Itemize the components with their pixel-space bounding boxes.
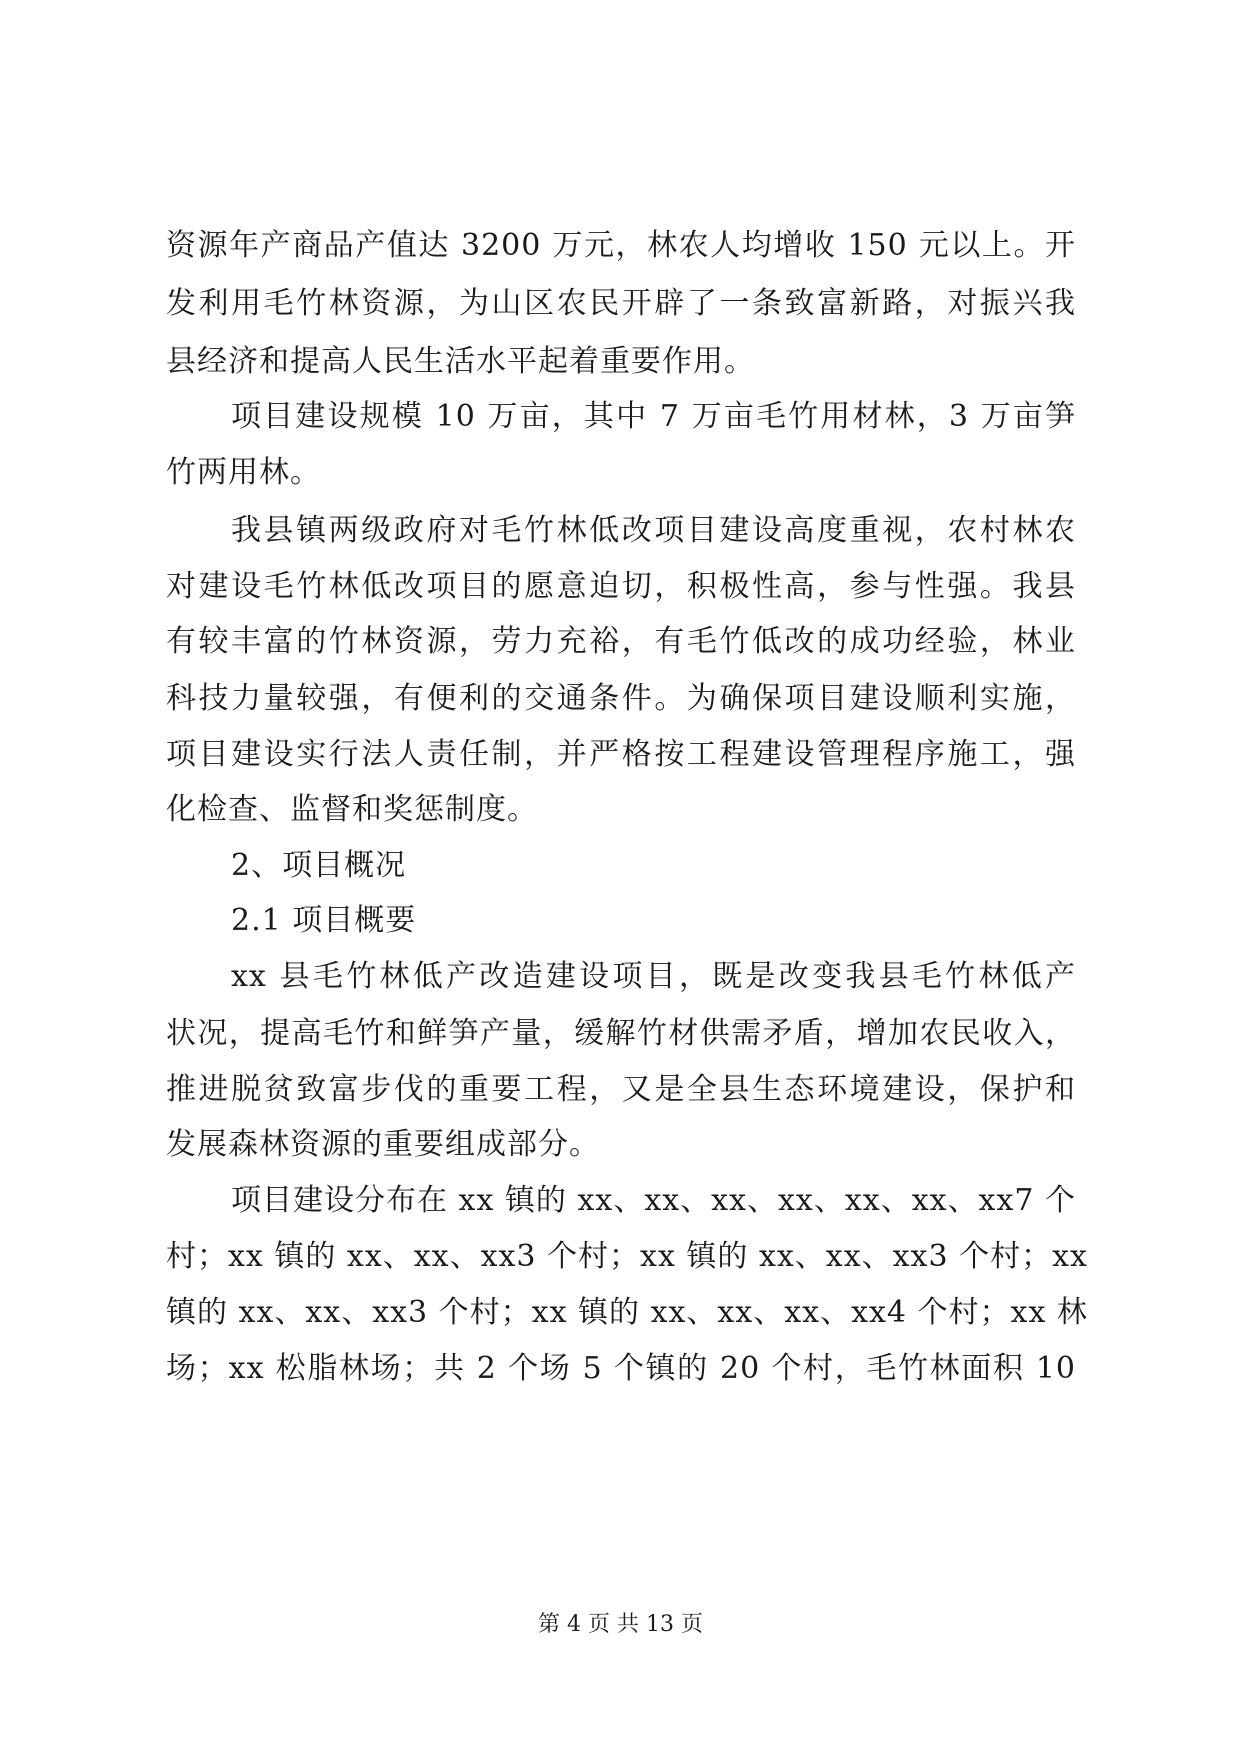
- text-line: 对建设毛竹林低改项目的愿意迫切，积极性高，参与性强。我县: [166, 569, 1076, 604]
- text-line: 项目建设分布在 xx 镇的 xx、xx、xx、xx、xx、xx、xx7 个: [231, 1183, 1076, 1218]
- text-line: 发展森林资源的重要组成部分。: [166, 1127, 600, 1162]
- page-number-footer: 第 4 页 共 13 页: [538, 1612, 703, 1637]
- text-line: 我县镇两级政府对毛竹林低改项目建设高度重视，农村林农: [231, 513, 1076, 548]
- text-line: 发利用毛竹林资源，为山区农民开辟了一条致富新路，对振兴我: [166, 286, 1076, 321]
- text-line: xx 县毛竹林低产改造建设项目，既是改变我县毛竹林低产: [231, 959, 1076, 994]
- text-line: 化检查、监督和奖惩制度。: [166, 792, 538, 827]
- text-line: 资源年产商品产值达 3200 万元，林农人均增收 150 元以上。开: [166, 228, 1076, 263]
- text-line: 状况，提高毛竹和鲜笋产量，缓解竹材供需矛盾，增加农民收入，: [166, 1016, 1076, 1051]
- text-line: 推进脱贫致富步伐的重要工程，又是全县生态环境建设，保护和: [166, 1072, 1076, 1107]
- text-line: 镇的 xx、xx、xx3 个村；xx 镇的 xx、xx、xx、xx4 个村；xx 林: [166, 1295, 1088, 1330]
- text-line: 村；xx 镇的 xx、xx、xx3 个村；xx 镇的 xx、xx、xx3 个村；xx: [166, 1239, 1088, 1274]
- text-line: 有较丰富的竹林资源，劳力充裕，有毛竹低改的成功经验，林业: [166, 624, 1076, 659]
- text-line: 项目建设实行法人责任制，并严格按工程建设管理程序施工，强: [166, 737, 1076, 772]
- section-heading: 2、项目概况: [231, 848, 407, 883]
- subsection-heading: 2.1 项目概要: [231, 903, 417, 938]
- text-line: 竹两用林。: [166, 455, 321, 490]
- text-line: 县经济和提高人民生活水平起着重要作用。: [166, 344, 755, 379]
- text-line: 科技力量较强，有便利的交通条件。为确保项目建设顺利实施，: [166, 681, 1076, 716]
- text-line: 项目建设规模 10 万亩，其中 7 万亩毛竹用材林，3 万亩笋: [231, 399, 1076, 434]
- text-line: 场；xx 松脂林场；共 2 个场 5 个镇的 20 个村，毛竹林面积 10: [166, 1351, 1076, 1386]
